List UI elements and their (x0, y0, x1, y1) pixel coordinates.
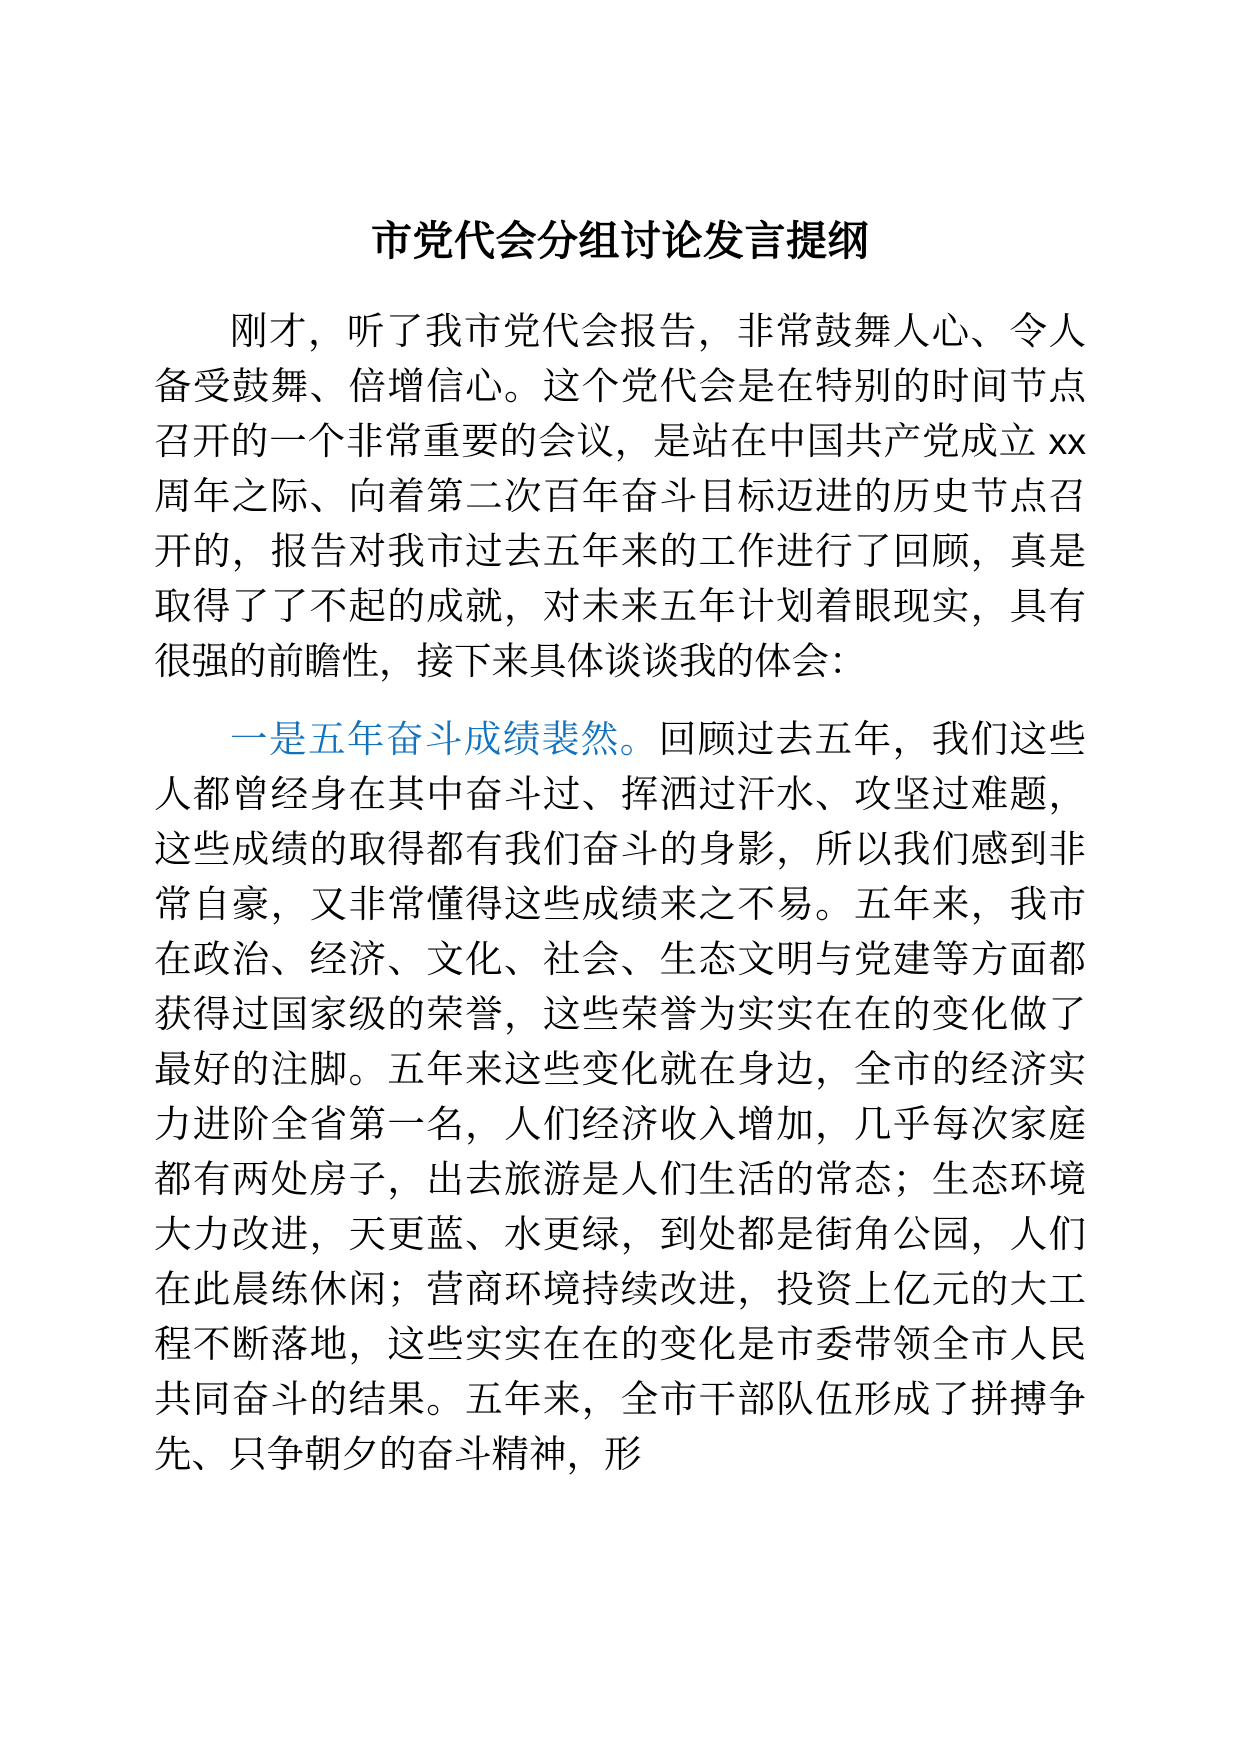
page-title: 市党代会分组讨论发言提纲 (371, 218, 869, 264)
document-body (154, 304, 1086, 1482)
paragraph-opening (154, 304, 1086, 689)
paragraph-text-point-one: 回顾过去五年，我们这些人都曾经身在其中奋斗过、挥洒过汗水、攻坚过难题，这些成绩的取得都有我们奋斗的身影，所以我们感到非常自豪，又非常懂得这些成绩来之不易。五年来，我市在政治、经济、文化、社会、生态文明与党建等方面都获得过国家级的荣誉，这些荣誉为实实在在的变化做了最好的注脚。五年来这些变化就在身边，全市的经济实力进阶全省第一名，人们经济收入增加，几乎每次家庭都有两处房子，出去旅游是人们生活的常态；生态环境大力改进，天更蓝、水更绿，到处都是街角公园，人们在此晨练休闲；营商环境持续改进，投资上亿元的大工程不断落地，这些实实在在的变化是市委带领全市人民共同奋斗的结果。五年来，全市干部队伍形成了拼搏争先、只争朝夕的奋斗精神，形 (154, 718, 1087, 1476)
paragraph-text-opening: 刚才，听了我市党代会报告，非常鼓舞人心、令人备受鼓舞、倍增信心。这个党代会是在特别的时间节点召开的一个非常重要的会议，是站在中国共产党成立 xx 周年之际、向着第二次百年奋斗目标迈进的历史节点召开的，报告对我市过去五年来的工作进行了回顾，真是取得了了不起的成就，对未来五年计划着眼现实，具有很强的前瞻性，接下来具体谈谈我的体会： (154, 310, 1086, 683)
paragraph-lead-point-one: 一是五年奋斗成绩裴然。 (230, 718, 659, 761)
paragraph-point-one (154, 712, 1086, 1482)
